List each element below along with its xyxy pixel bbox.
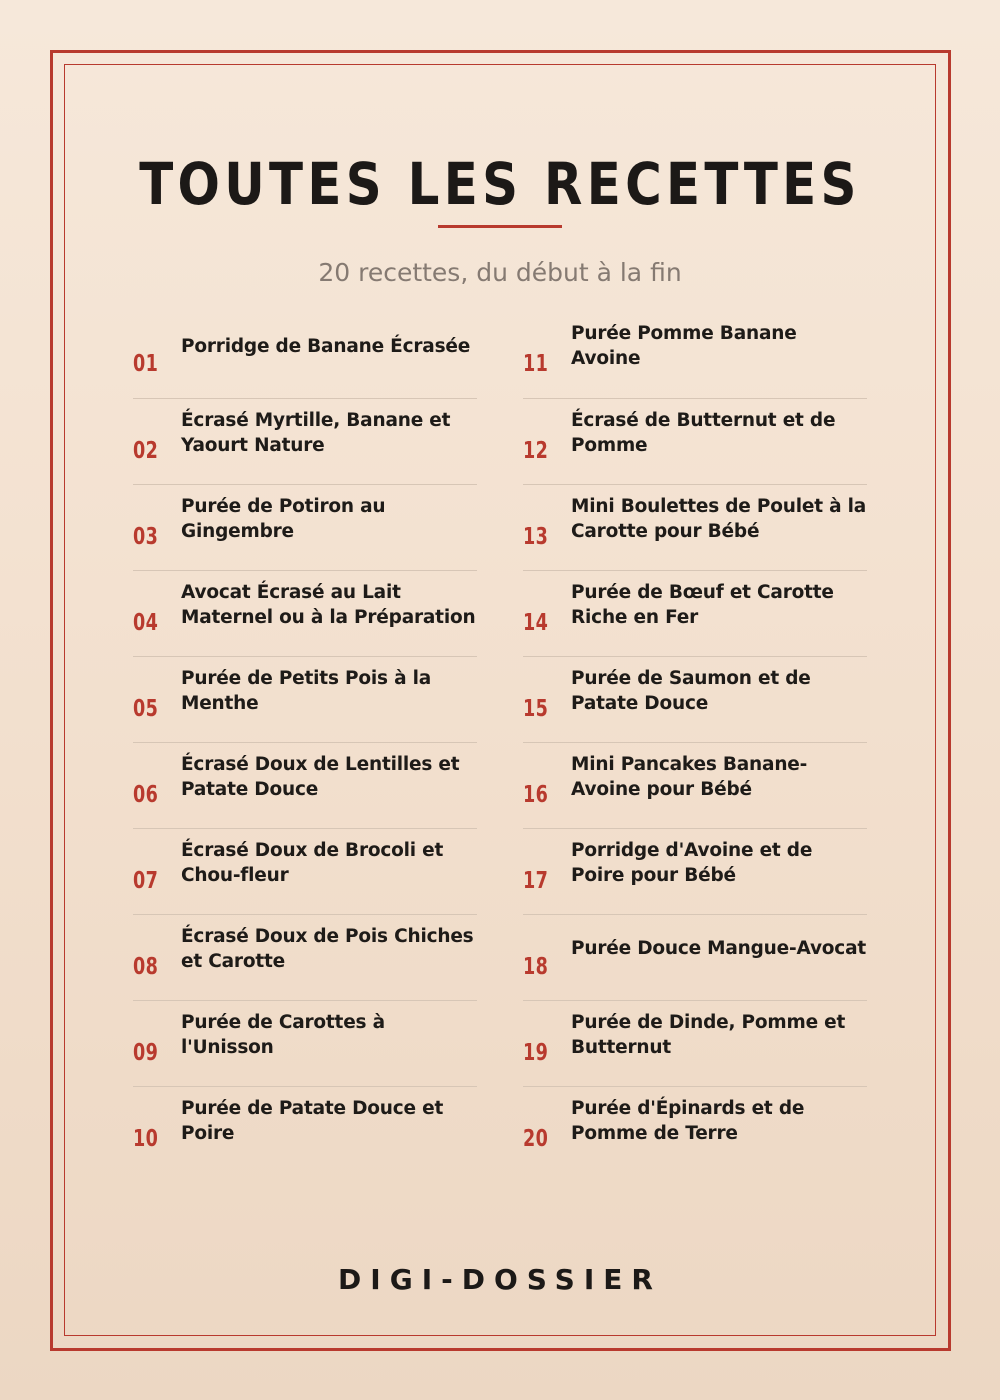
recipe-name: Purée de Dinde, Pomme et Butternut	[571, 1011, 846, 1058]
recipe-name: Purée Pomme Banane Avoine	[571, 323, 797, 369]
recipe-number: 14	[523, 609, 549, 636]
recipe-number: 10	[133, 1125, 159, 1152]
page-subtitle: 20 recettes, du début à la fin	[318, 258, 682, 287]
recipe-item	[523, 312, 867, 398]
recipe-name: Porridge d'Avoine et de Poire pour Bébé	[571, 839, 813, 886]
recipe-number: 12	[523, 437, 549, 464]
recipe-item	[523, 398, 867, 484]
recipe-item	[523, 656, 867, 742]
recipe-item	[133, 484, 477, 570]
recipe-name: Purée de Carottes à l'Unisson	[181, 1011, 385, 1058]
recipe-item	[523, 570, 867, 656]
recipe-number: 01	[133, 351, 159, 377]
recipe-item	[133, 828, 477, 914]
recipe-number: 15	[523, 695, 549, 722]
recipe-number: 16	[523, 781, 549, 808]
recipe-number: 17	[523, 867, 549, 894]
recipe-name: Écrasé Doux de Brocoli et Chou-fleur	[181, 839, 444, 886]
recipe-item	[133, 656, 477, 742]
recipe-name: Porridge de Banane Écrasée	[181, 335, 471, 357]
recipe-list-right	[523, 312, 867, 1172]
recipe-number: 08	[133, 953, 159, 980]
recipe-item	[523, 484, 867, 570]
recipe-name: Mini Pancakes Banane-Avoine pour Bébé	[571, 753, 808, 800]
recipe-name: Avocat Écrasé au Lait Maternel ou à la Préparation	[181, 581, 476, 628]
recipe-name: Purée de Petits Pois à la Menthe	[181, 667, 432, 714]
recipe-number: 07	[133, 867, 159, 894]
recipe-item	[523, 828, 867, 914]
recipe-name: Mini Boulettes de Poulet à la Carotte pour Bébé	[571, 495, 867, 542]
recipe-number: 11	[523, 351, 549, 377]
recipe-number: 03	[133, 523, 159, 550]
recipe-number: 13	[523, 523, 549, 550]
recipe-name: Écrasé Doux de Lentilles et Patate Douce	[181, 753, 460, 800]
recipe-list-left	[133, 312, 477, 1172]
title-underline	[438, 225, 562, 228]
recipe-number: 06	[133, 781, 159, 808]
recipe-number: 19	[523, 1039, 549, 1066]
recipe-number: 04	[133, 609, 159, 636]
recipe-item	[133, 914, 477, 1000]
recipe-item	[523, 742, 867, 828]
recipe-number: 05	[133, 695, 159, 722]
recipe-name: Purée d'Épinards et de Pomme de Terre	[571, 1097, 805, 1144]
recipe-name: Purée de Patate Douce et Poire	[181, 1097, 444, 1144]
recipe-number: 18	[523, 953, 549, 980]
recipe-item	[133, 1086, 477, 1172]
recipe-name: Écrasé Doux de Pois Chiches et Carotte	[181, 925, 474, 972]
recipe-item	[523, 1000, 867, 1086]
recipe-item	[523, 914, 867, 1000]
recipe-item	[133, 570, 477, 656]
recipe-item	[133, 742, 477, 828]
recipe-name: Purée de Bœuf et Carotte Riche en Fer	[571, 581, 834, 628]
recipe-number: 02	[133, 437, 159, 464]
recipe-number: 09	[133, 1039, 159, 1066]
recipe-name: Purée de Saumon et de Patate Douce	[571, 667, 811, 714]
recipe-item	[523, 1086, 867, 1172]
page-title: TOUTES LES RECETTES	[139, 150, 861, 218]
brand-footer: DIGI-DOSSIER	[338, 1263, 662, 1296]
recipe-name: Purée de Potiron au Gingembre	[181, 495, 386, 542]
recipe-item	[133, 1000, 477, 1086]
recipe-name: Écrasé Myrtille, Banane et Yaourt Nature	[181, 409, 451, 456]
recipe-name: Purée Douce Mangue-Avocat	[571, 938, 867, 959]
recipe-name: Écrasé de Butternut et de Pomme	[571, 409, 836, 456]
recipe-item	[133, 398, 477, 484]
recipe-number: 20	[523, 1125, 549, 1152]
recipe-item	[133, 312, 477, 398]
